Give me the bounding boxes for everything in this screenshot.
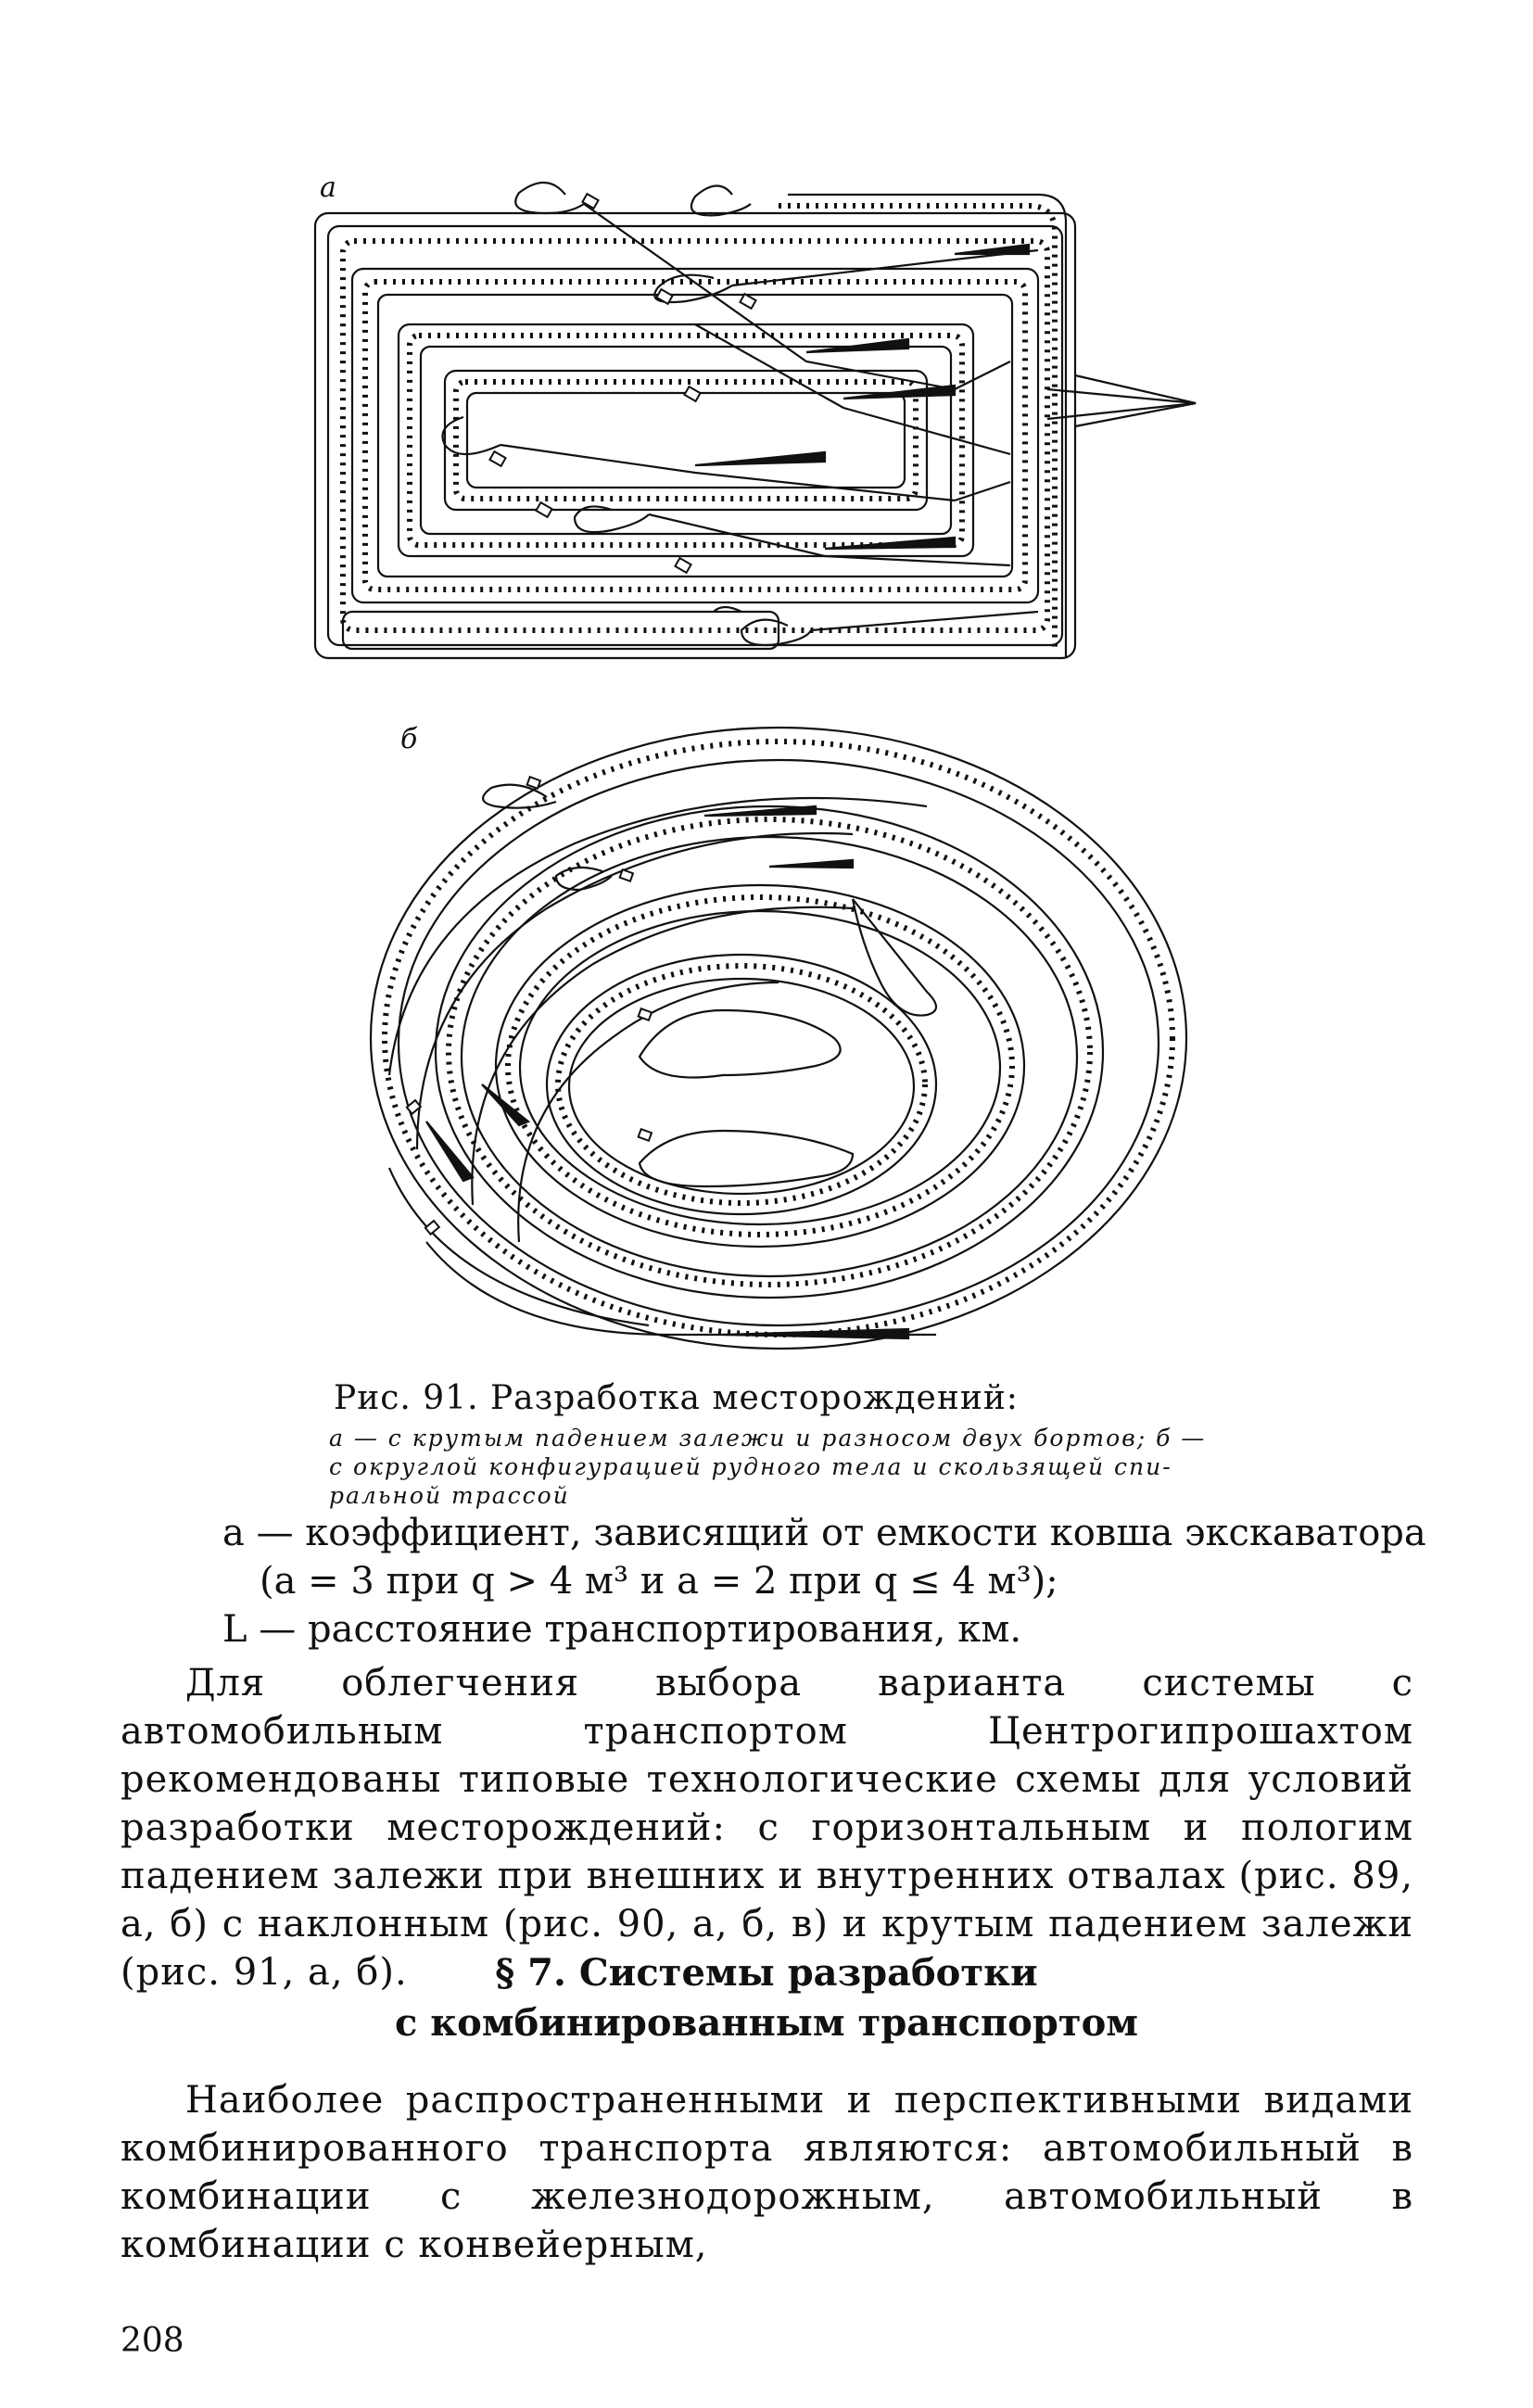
caption-line-1: а — с крутым падением залежи и разносом двух бортов; б — (329, 1425, 1207, 1451)
caption-line-3: ральной трассой (329, 1482, 570, 1509)
formula-line-3: L — расстояние транспортирования, км. (222, 1608, 1022, 1651)
caption-line-2: с округлой конфигурацией рудного тела и скользящей спи- (329, 1453, 1172, 1480)
figure-a-label: а (320, 171, 336, 204)
formula-line-1: a — коэффициент, зависящий от емкости ковша экскаватора (222, 1512, 1426, 1554)
figure-b-label: б (400, 723, 418, 755)
formula-line-2: (a = 3 при q > 4 м³ и a = 2 при q ≤ 4 м³); (260, 1560, 1058, 1603)
figure-a-diagram (306, 176, 1214, 677)
page-number: 208 (120, 2322, 184, 2360)
paragraph-2: Наиболее распространенными и перспективными видами комбинированного транспорта являются: автомобильный в комбинации с железнодорожным, автомобильный в комбинации с конвейерным, (120, 2079, 1413, 2266)
paragraph-1: Для облегчения выбора варианта системы с автомобильным транспортом Центрогипрошахтом рекомендованы типовые технологические схемы для условий разработки месторождений: с горизонтальным и пологим падением залежи при внешних и внутренних отвалах (рис. 89, а, б) с наклонным (рис. 90, а, б, в) и крутым падением залежи (рис. 91, а, б). (120, 1662, 1413, 1994)
section-heading-line-1: § 7. Системы разработки (495, 1951, 1038, 1995)
figure-caption-title: Рис. 91. Разработка месторождений: (334, 1379, 1019, 1417)
figure-caption-body (329, 1424, 1219, 1510)
section-heading-line-2: с комбинированным транспортом (394, 2001, 1138, 2045)
figure-b-diagram (334, 686, 1223, 1372)
